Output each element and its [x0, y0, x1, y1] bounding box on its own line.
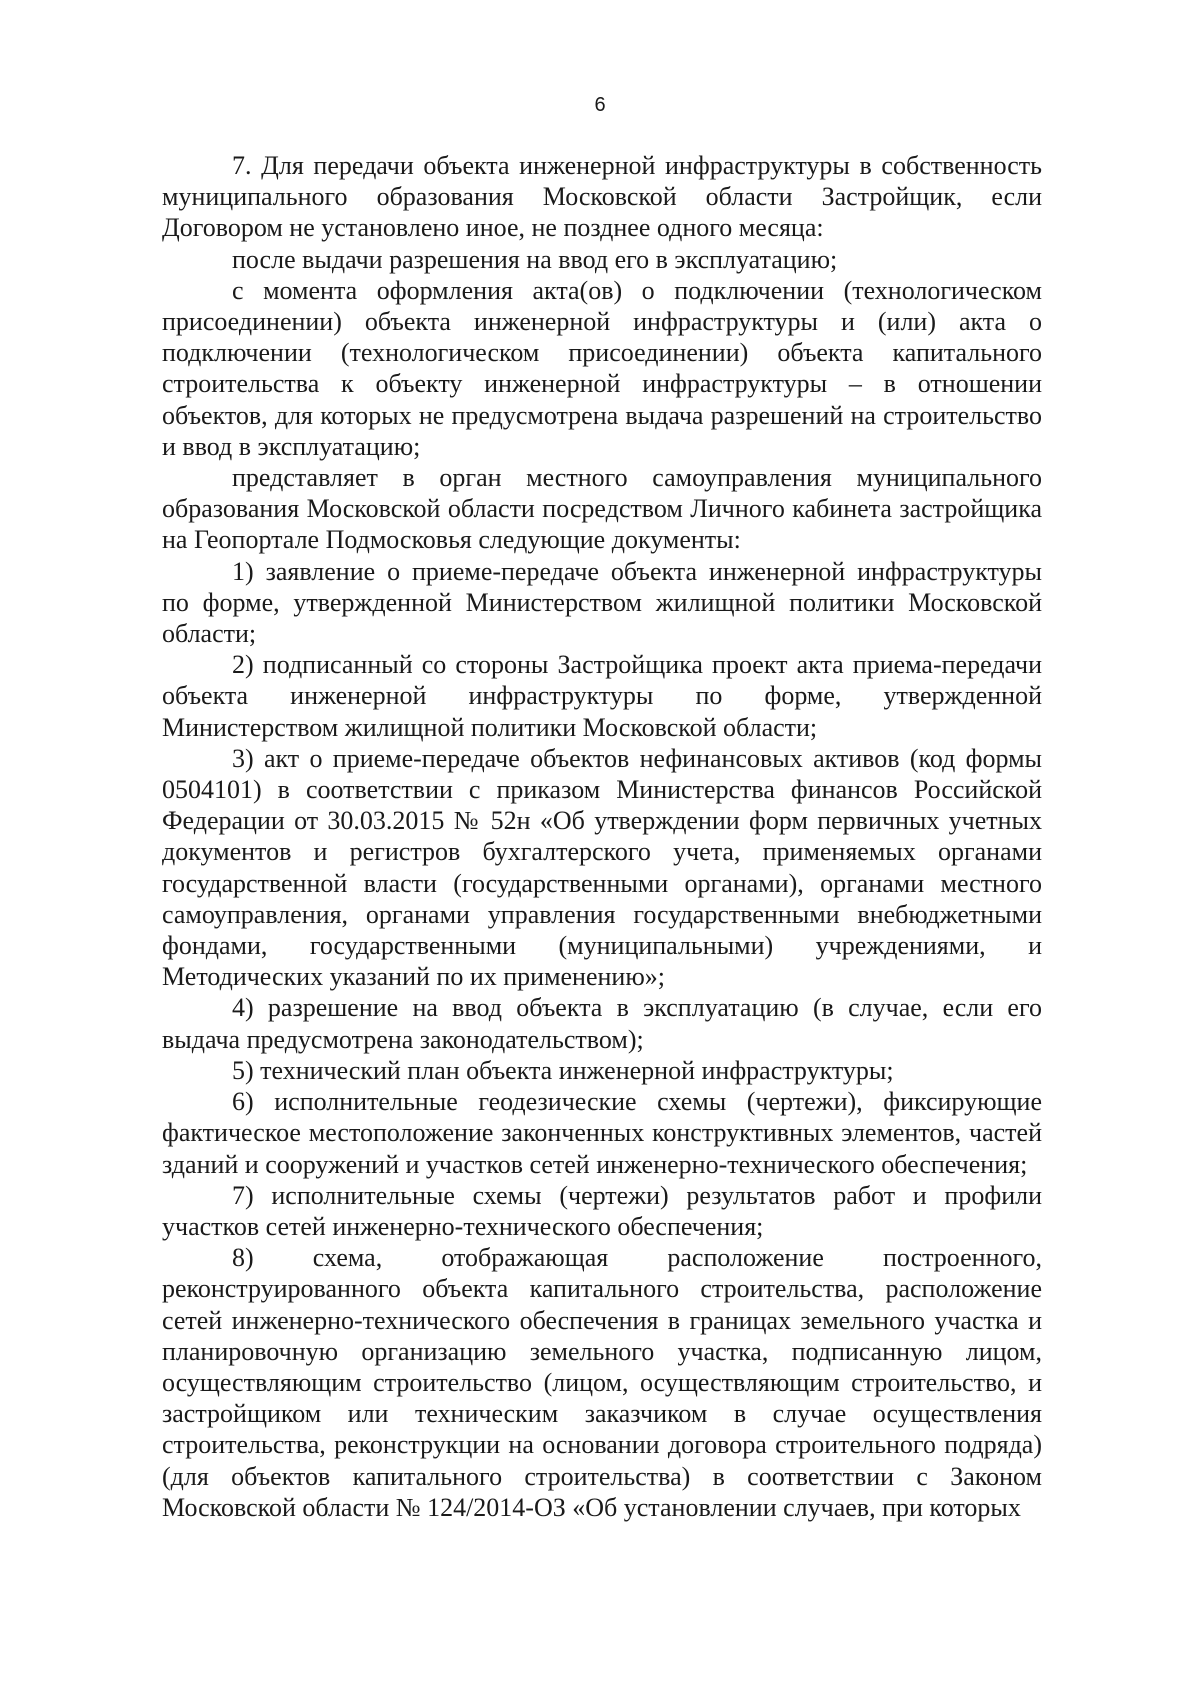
paragraph-item-7-intro: 7. Для передачи объекта инженерной инфраструктуры в собственность муниципального образования Московской области Застройщик, если Договором не установлено иное, не позднее одного месяца: [162, 151, 1042, 243]
list-item-3: 3) акт о приеме-передаче объектов нефинансовых активов (код формы 0504101) в соответствии с приказом Министерства финансов Российской Федерации от 30.03.2015 № 52н «Об утверждении форм первичных учетных документов и регистров бухгалтерского учета, применяемых органами государственной власти (государственными органами), органами местного самоуправления, органами управления государственными внебюджетными фондами, государственными (муниципальными) учреждениями, и Методических указаний по их применению»; [162, 743, 1042, 992]
document-body [162, 150, 1042, 1523]
paragraph-after-permit: после выдачи разрешения на ввод его в эксплуатацию; [232, 244, 838, 274]
page-number: 6 [594, 94, 606, 116]
paragraph-submits-documents: представляет в орган местного самоуправления муниципального образования Московской области посредством Личного кабинета застройщика на Геопортале Подмосковья следующие документы: [162, 463, 1042, 555]
list-item-7: 7) исполнительные схемы (чертежи) результатов работ и профили участков сетей инженерно-технического обеспечения; [162, 1180, 1042, 1241]
list-item-6: 6) исполнительные геодезические схемы (чертежи), фиксирующие фактическое местоположение законченных конструктивных элементов, частей зданий и сооружений и участков сетей инженерно-технического обеспечения; [162, 1087, 1042, 1179]
list-item-4: 4) разрешение на ввод объекта в эксплуатацию (в случае, если его выдача предусмотрена законодательством); [162, 993, 1042, 1054]
list-item-1: 1) заявление о приеме-передаче объекта инженерной инфраструктуры по форме, утвержденной Министерством жилищной политики Московской области; [162, 556, 1042, 649]
list-item-8: 8) схема, отображающая расположение построенного, реконструированного объекта капитального строительства, расположение сетей инженерно-технического обеспечения в границах земельного участка и планировочную организацию земельного участка, подписанную лицом, осуществляющим строительство (лицом, осуществляющим строительство, и застройщиком или техническим заказчиком в случае осуществления строительства, реконструкции на основании договора строительного подряда) (для объектов капитального строительства) в соответствии с Законом Московской области № 124/2014-ОЗ «Об установлении случаев, при которых [162, 1243, 1042, 1522]
list-item-2: 2) подписанный со стороны Застройщика проект акта приема-передачи объекта инженерной инфраструктуры по форме, утвержденной Министерством жилищной политики Московской области; [162, 650, 1042, 742]
list-item-5: 5) технический план объекта инженерной инфраструктуры; [232, 1055, 894, 1085]
paragraph-from-connection-act: с момента оформления акта(ов) о подключении (технологическом присоединении) объекта инженерной инфраструктуры и (или) акта о подключении (технологическом присоединении) объекта капитального строительства к объекту инженерной инфраструктуры – в отношении объектов, для которых не предусмотрена выдача разрешений на строительство и ввод в эксплуатацию; [162, 275, 1042, 461]
